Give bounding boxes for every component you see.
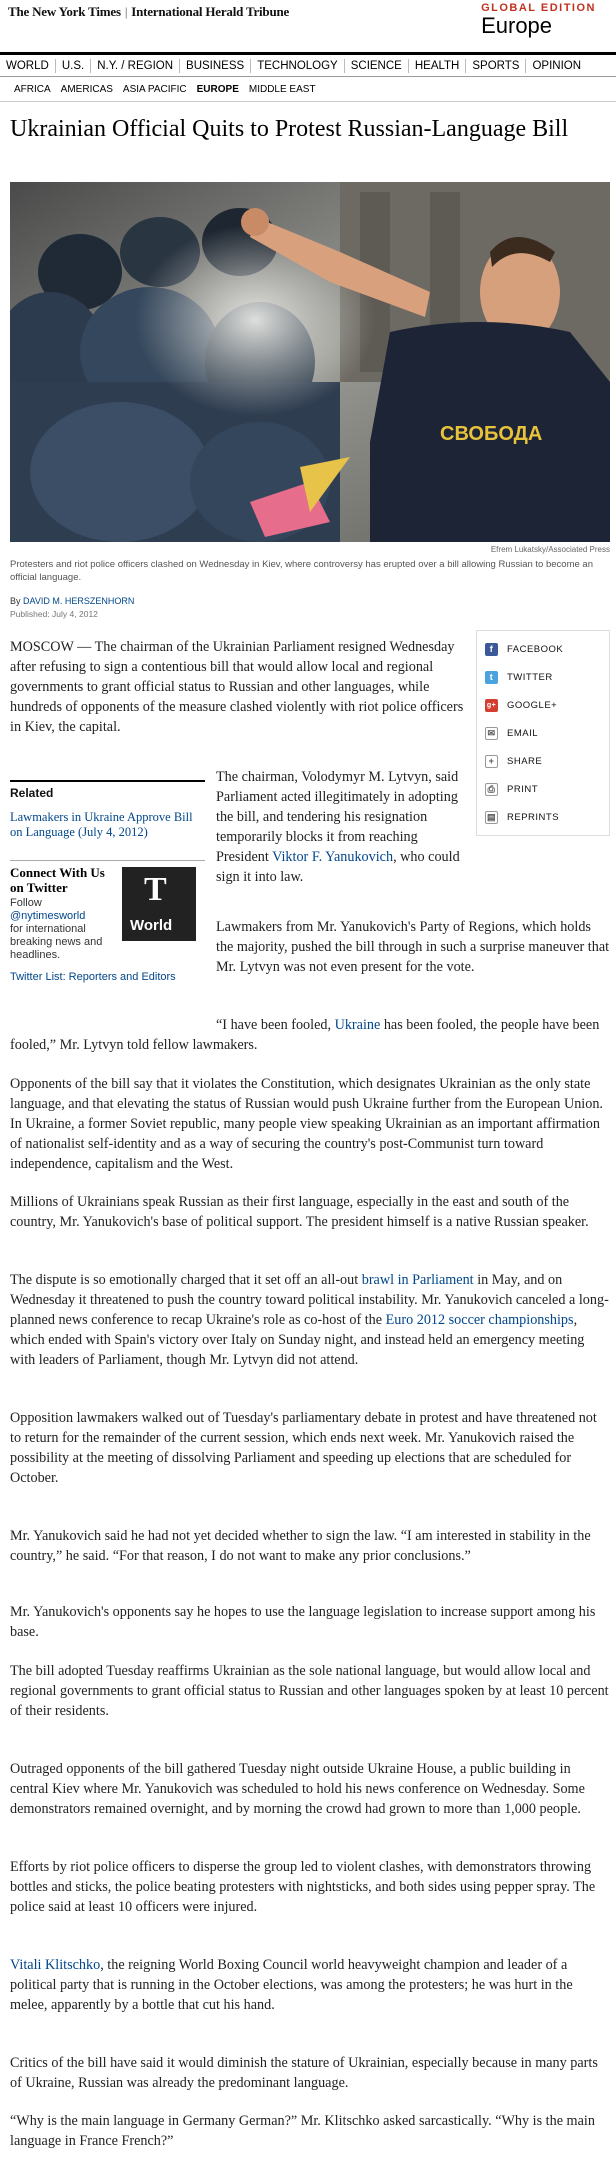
nav-item-opinion[interactable]: OPINION: [532, 59, 582, 72]
twitter-handle-link[interactable]: @nytimesworld: [10, 910, 86, 922]
edition-selector[interactable]: [481, 2, 596, 38]
p7-text-c: , which ended with Spain's victory over Italy on Sunday night, and instead held an emergency meeting with leaders of Parliament, though Mr. Lytvyn did not attend.: [10, 1312, 585, 1368]
article-paragraph-6: Millions of Ukrainians speak Russian as their first language, especially in the east and south of the country, Mr. Yanukovich's base of political support. The president himself is a native Russian speaker.: [10, 1194, 589, 1230]
article-paragraph-13: Efforts by riot police officers to disperse the group led to violent clashes, with demonstrators throwing bottles and sticks, the police beating protesters with nightsticks, and both sides using pepper spray. The police said at least 10 officers were injured.: [10, 1859, 596, 1915]
share-facebook-label: FACEBOOK: [507, 643, 564, 655]
print-icon: ⎙: [485, 783, 498, 796]
reprints-icon: ▤: [486, 811, 496, 822]
share-share-label: SHARE: [507, 755, 543, 767]
article-paragraph-12: Outraged opponents of the bill gathered Tuesday night outside Ukraine House, a public building in central Kiev where Mr. Yanukovich was scheduled to hold his news conference on Wednesday. Some demonstrators remained overnight, and by morning the crowd had grown to more than 1,000 people.: [10, 1761, 585, 1817]
article-headline: Ukrainian Official Quits to Protest Russian-Language Bill: [10, 116, 569, 142]
article-paragraph-4-text: [10, 1015, 610, 1055]
p4-text-after: has been fooled, the people have been fooled,” Mr. Lytvyn told fellow lawmakers.: [10, 1017, 600, 1053]
email-icon: ✉: [485, 727, 498, 740]
nyt-world-badge[interactable]: [122, 867, 196, 941]
related-article-link[interactable]: Lawmakers in Ukraine Approve Bill on Language (July 4, 2012): [10, 810, 193, 839]
p14-text-after: , the reigning World Boxing Council world heavyweight champion and leader of a political party that is running in the October elections, was among the protesters; he was hurt in the melee, apparently by a bottle that cut his hand.: [10, 1957, 573, 2013]
p4-text-before: “I have been fooled,: [216, 1017, 335, 1033]
byline: [10, 596, 134, 606]
nav-item-business[interactable]: BUSINESS: [180, 59, 251, 73]
subnav-item-americas[interactable]: AMERICAS: [60, 84, 113, 95]
iht-logo-text: International Herald Tribune: [131, 4, 290, 19]
twitter-list-link[interactable]: Twitter List: Reporters and Editors: [10, 971, 176, 983]
article-paragraph-16: “Why is the main language in Germany German?” Mr. Klitschko asked sarcastically. “Why is the main language in France French?”: [10, 2113, 595, 2149]
nav-item-science[interactable]: SCIENCE: [345, 59, 409, 73]
share-google-plus-label: GOOGLE+: [507, 699, 558, 711]
p7-text-a: The dispute is so emotionally charged that it set off an all-out: [10, 1272, 362, 1288]
article-paragraph-7: [10, 1270, 610, 1370]
twitter-icon: t: [485, 671, 498, 684]
share-share[interactable]: [485, 747, 601, 775]
sub-nav: [0, 78, 616, 102]
article-paragraph-5: Opponents of the bill say that it violates the Constitution, which designates Ukrainian as the only state language, and that elevating the status of Russian would push Ukraine further from the European Union. In Ukraine, a former Soviet republic, many people view speaking Ukrainian as an important affirmation of nationalist self-identity and as a way of securing the country's post-Communist turn toward independence, capitalism and the West.: [10, 1076, 603, 1172]
byline-author-link[interactable]: DAVID M. HERSZENHORN: [23, 596, 135, 606]
photo-credit: Efrem Lukatsky/Associated Press: [490, 545, 610, 554]
nyt-t-logo: T: [144, 871, 167, 908]
connect-follow: Follow: [10, 897, 42, 909]
p2-text-after: , who could sign it into law.: [216, 849, 460, 885]
nav-item-us[interactable]: U.S.: [56, 59, 91, 73]
connect-heading: Connect With Us on Twitter: [10, 865, 105, 895]
share-tools: [476, 630, 610, 836]
nav-item-sports[interactable]: SPORTS: [466, 59, 526, 73]
nyt-logo-text: The New York Times: [8, 4, 121, 19]
article-paragraph-3: Lawmakers from Mr. Yanukovich's Party of Regions, which holds the majority, pushed the bill through in such a surprise maneuver that Mr. Lytvyn was not even present for the vote.: [216, 919, 610, 975]
share-google-plus[interactable]: [485, 691, 601, 719]
subnav-item-africa[interactable]: AFRICA: [14, 84, 51, 95]
share-icon: +: [485, 755, 498, 768]
related-heading: Related: [10, 780, 205, 800]
share-email-label: EMAIL: [507, 727, 539, 739]
published-date: Published: July 4, 2012: [10, 609, 98, 619]
shirt-lettering: СВОБОДА: [440, 423, 543, 445]
nav-item-ny-region[interactable]: N.Y. / REGION: [91, 59, 180, 73]
subnav-item-middle-east[interactable]: MIDDLE EAST: [248, 84, 316, 95]
byline-prefix: By: [10, 596, 21, 606]
world-badge-label: World: [130, 917, 173, 934]
subnav-item-europe[interactable]: EUROPE: [196, 84, 239, 95]
article-paragraph-15: Critics of the bill have said it would diminish the stature of Ukrainian, especially because in many parts of Ukraine, Russian was already the predominant language.: [10, 2055, 598, 2091]
article-paragraph-9: Mr. Yanukovich said he had not yet decided whether to sign the law. “I am interested in stability in the country,” he said. “For that reason, I do not want to make any prior conclusions.”: [10, 1528, 591, 1564]
connect-desc-text: for international breaking news and headlines.: [10, 923, 103, 961]
article-paragraph-10: Mr. Yanukovich's opponents say he hopes to use the language legislation to increase support among his base.: [10, 1604, 596, 1640]
nav-item-technology[interactable]: TECHNOLOGY: [251, 59, 345, 73]
connect-description: [10, 897, 122, 962]
share-print-label: PRINT: [507, 783, 538, 795]
share-reprints-label: REPRINTS: [507, 811, 560, 823]
share-print[interactable]: [485, 775, 601, 803]
article-paragraph-14: [10, 1955, 610, 2015]
edition-label: GLOBAL EDITION: [481, 2, 596, 14]
nav-item-world[interactable]: WORLD: [0, 59, 56, 73]
brawl-link[interactable]: brawl in Parliament: [361, 1272, 474, 1288]
p7-text-b: in May, and on Wednesday it threatened to push the country toward political instability. Mr. Yanukovich canceled a long-planned news conference to recap Ukraine's role as co-host of the: [10, 1272, 609, 1328]
article-photo[interactable]: [10, 182, 610, 542]
ukraine-link[interactable]: Ukraine: [334, 1017, 381, 1033]
share-twitter[interactable]: [485, 663, 601, 691]
related-box: [10, 780, 205, 840]
share-email[interactable]: [485, 719, 601, 747]
article-paragraph-2: [216, 767, 470, 887]
article-paragraph-11: The bill adopted Tuesday reaffirms Ukrainian as the sole national language, but would allow local and regional governments to grant official status to Russian and other languages spoken by at least 10 percent of their residents.: [10, 1663, 609, 1719]
article-paragraph-8: Opposition lawmakers walked out of Tuesday's parliamentary debate in protest and have threatened not to return for the remainder of the current session, which ends next week. Mr. Yanukovich raised the possibility at the meeting of dissolving Parliament and speeding up elections that are scheduled for October.: [10, 1410, 597, 1486]
euro-2012-link[interactable]: Euro 2012 soccer championships: [385, 1312, 574, 1328]
klitschko-link[interactable]: Vitali Klitschko: [10, 1957, 101, 1973]
section-nav: [0, 52, 616, 77]
facebook-icon: f: [485, 643, 498, 656]
subnav-item-asia-pacific[interactable]: ASIA PACIFIC: [122, 84, 187, 95]
share-reprints[interactable]: [485, 803, 601, 831]
photo-caption: Protesters and riot police officers clashed on Wednesday in Kiev, where controversy has erupted over a bill allowing Russian to become an official language.: [10, 559, 593, 583]
article-paragraph-1: MOSCOW — The chairman of the Ukrainian Parliament resigned Wednesday after refusing to sign a contentious bill that would allow local and regional governments to grant official status to Russian and other languages, while hundreds of opponents of the measure clashed violently with riot police officers in Kiev, the capital.: [10, 639, 464, 735]
edition-name: Europe: [481, 13, 553, 38]
share-twitter-label: TWITTER: [507, 671, 553, 683]
protest-photo-illustration: [10, 182, 610, 542]
site-logo[interactable]: The New York Times | International Herald Tribune: [8, 4, 290, 19]
share-facebook[interactable]: [485, 635, 601, 663]
nav-item-health[interactable]: HEALTH: [409, 59, 467, 73]
yanukovich-link[interactable]: Viktor F. Yanukovich: [272, 849, 394, 865]
google-plus-icon: g+: [485, 699, 498, 712]
p2-text-before: The chairman, Volodymyr M. Lytvyn, said Parliament acted illegitimately in adopting the bill, and tendering his resignation temporarily blocks it from reaching President: [216, 769, 459, 865]
masthead: [0, 0, 616, 52]
